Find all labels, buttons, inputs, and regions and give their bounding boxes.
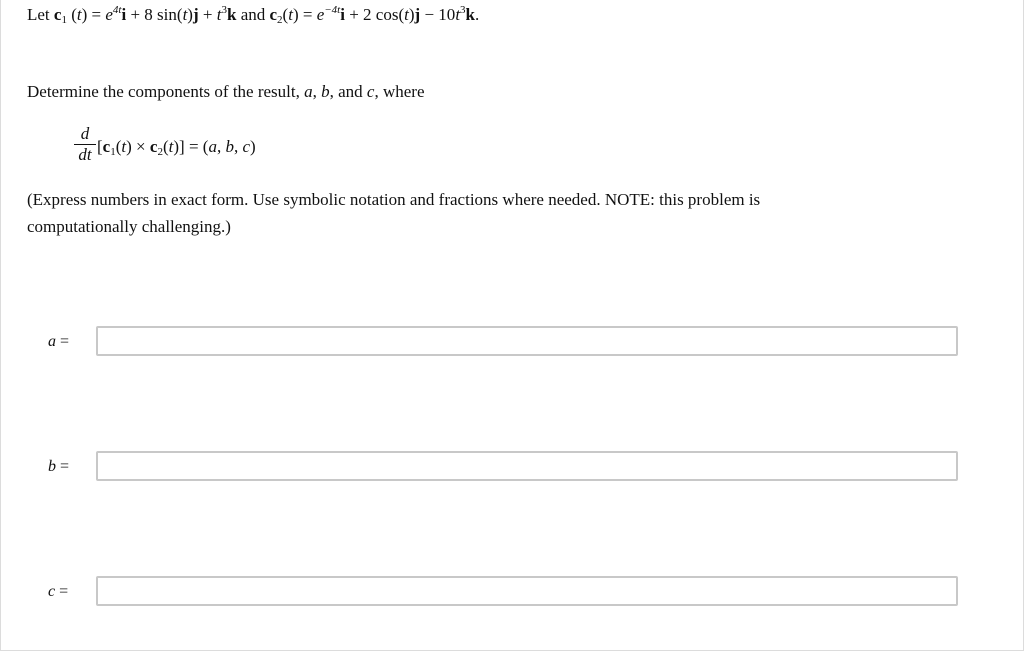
c2-symbol: c — [149, 137, 158, 156]
k-unit: k — [465, 5, 476, 24]
e-base: e — [316, 5, 325, 24]
t-var: t — [121, 137, 127, 156]
var-c: c — [242, 137, 250, 156]
and-word: and — [236, 5, 270, 24]
problem-statement — [27, 5, 479, 25]
exp-negative: −4t — [324, 4, 341, 16]
t-var: t — [288, 5, 293, 24]
close-paren: ) — [408, 5, 415, 24]
j-unit: j — [414, 5, 421, 24]
fraction-numerator: d — [80, 124, 90, 143]
var-b: b — [321, 82, 330, 101]
instruction-suffix: , where — [374, 82, 425, 101]
answer-b-input[interactable] — [96, 451, 958, 481]
derivative-expression — [97, 137, 256, 157]
c1-subscript: 1 — [110, 146, 116, 158]
equals-open: = ( — [184, 137, 209, 156]
c2-subscript: 2 — [277, 14, 283, 26]
minus-term: − 10 — [420, 5, 456, 24]
var-c: c — [366, 82, 375, 101]
answer-a-label — [48, 332, 78, 352]
c2-subscript: 2 — [157, 146, 163, 158]
answer-c-label — [48, 582, 78, 602]
close-paren: ) — [187, 5, 193, 24]
close-bracket: ] — [179, 137, 185, 156]
derivative-fraction — [74, 125, 96, 164]
c1-symbol: c — [53, 5, 62, 24]
t-var: t — [455, 5, 461, 24]
t-var: t — [404, 5, 409, 24]
close-paren: ) — [249, 137, 256, 156]
var-a: a — [208, 137, 217, 156]
var-b: b — [225, 137, 234, 156]
note-line-1: (Express numbers in exact form. Use symbolic notation and fractions where needed. NOTE: this problem is — [27, 190, 761, 209]
e-base: e — [105, 5, 113, 24]
var-a: a — [304, 82, 313, 101]
exp-positive: 4t — [112, 4, 122, 16]
comma: , — [312, 82, 322, 101]
answer-equals: = — [56, 458, 70, 475]
c1-symbol: c — [102, 137, 111, 156]
i-unit: i — [121, 5, 127, 24]
let-word: Let — [27, 5, 50, 24]
c1-arg: (t) — [115, 137, 132, 156]
equals-sign: = — [87, 5, 106, 24]
c2-arg: (t) — [282, 5, 299, 24]
answer-b-var: b — [48, 458, 56, 475]
c1-subscript: 1 — [61, 14, 67, 26]
c1-arg: (t) — [71, 5, 88, 24]
t-var: t — [76, 5, 82, 24]
i-unit: i — [340, 5, 345, 24]
c2-symbol: c — [269, 5, 278, 24]
answer-equals: = — [56, 333, 70, 350]
answer-c-input[interactable] — [96, 576, 958, 606]
comma: , — [233, 137, 243, 156]
fraction-denominator: dt — [78, 145, 92, 164]
answer-a-input[interactable] — [96, 326, 958, 356]
cosine-term: + 2 cos( — [344, 5, 405, 24]
t-var: t — [168, 137, 174, 156]
answer-equals: = — [55, 583, 69, 600]
note-line-2: computationally challenging.) — [27, 217, 231, 236]
answer-a-var: a — [48, 333, 56, 350]
t-var: t — [216, 5, 222, 24]
t-var: t — [182, 5, 188, 24]
cube-exponent: 3 — [221, 4, 227, 16]
c2-arg: (t) — [162, 137, 180, 156]
open-bracket: [ — [97, 137, 103, 156]
equals-sign: = — [298, 5, 317, 24]
sine-term: + 8 sin( — [126, 5, 183, 24]
k-unit: k — [226, 5, 237, 24]
instruction-text — [27, 82, 425, 102]
plus-sign: + — [198, 5, 217, 24]
j-unit: j — [192, 5, 199, 24]
comma: , — [216, 137, 226, 156]
answer-b-label — [48, 457, 78, 477]
cross-product-sign: × — [131, 137, 150, 156]
cube-exponent: 3 — [460, 4, 466, 16]
comma-and: , and — [329, 82, 367, 101]
answer-c-var: c — [48, 583, 56, 600]
period: . — [475, 5, 480, 24]
instruction-prefix: Determine the components of the result, — [27, 82, 305, 101]
